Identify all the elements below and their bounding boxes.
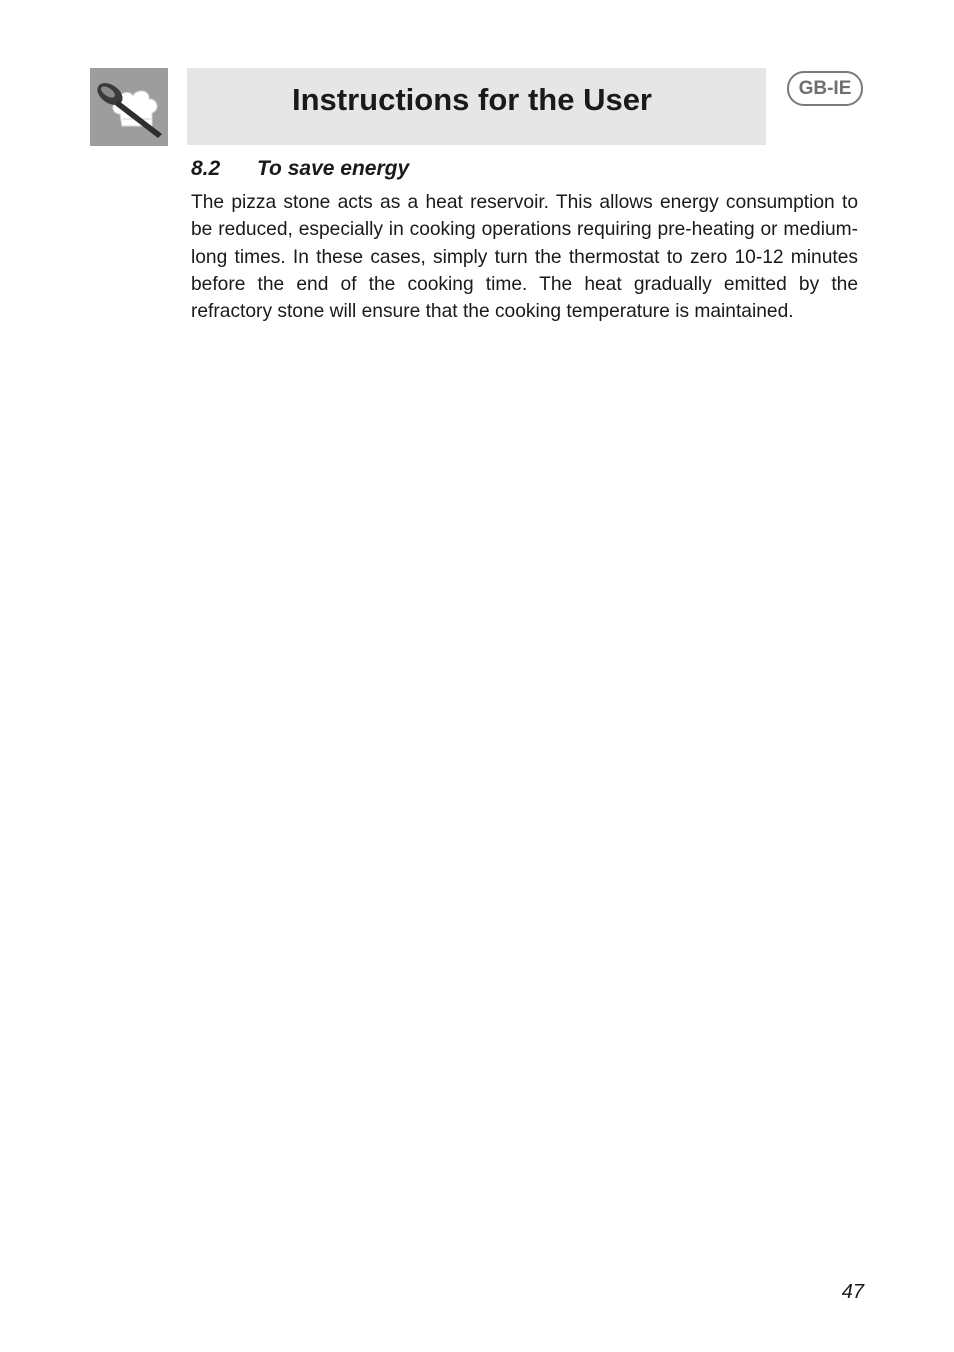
page-title: Instructions for the User xyxy=(292,82,652,117)
page-number: 47 xyxy=(841,1281,864,1303)
section-number: 8.2 xyxy=(191,157,221,180)
section-title: To save energy xyxy=(257,157,410,180)
section-heading xyxy=(191,157,409,181)
logo xyxy=(90,68,168,146)
section-body: The pizza stone acts as a heat reservoir. This allows energy consumption to be reduced, especially in cooking operations requiring pre-heating or medium-long times. In these cases, simply turn the thermostat to zero 10-12 minutes before the end of the cooking time. The heat gradually emitted by the refractory stone will ensure that the cooking temperature is maintained. xyxy=(191,192,858,323)
header-title-bar xyxy=(187,68,766,145)
language-badge: GB-IE xyxy=(787,71,863,106)
spoon-chef-hat-icon xyxy=(90,68,168,146)
